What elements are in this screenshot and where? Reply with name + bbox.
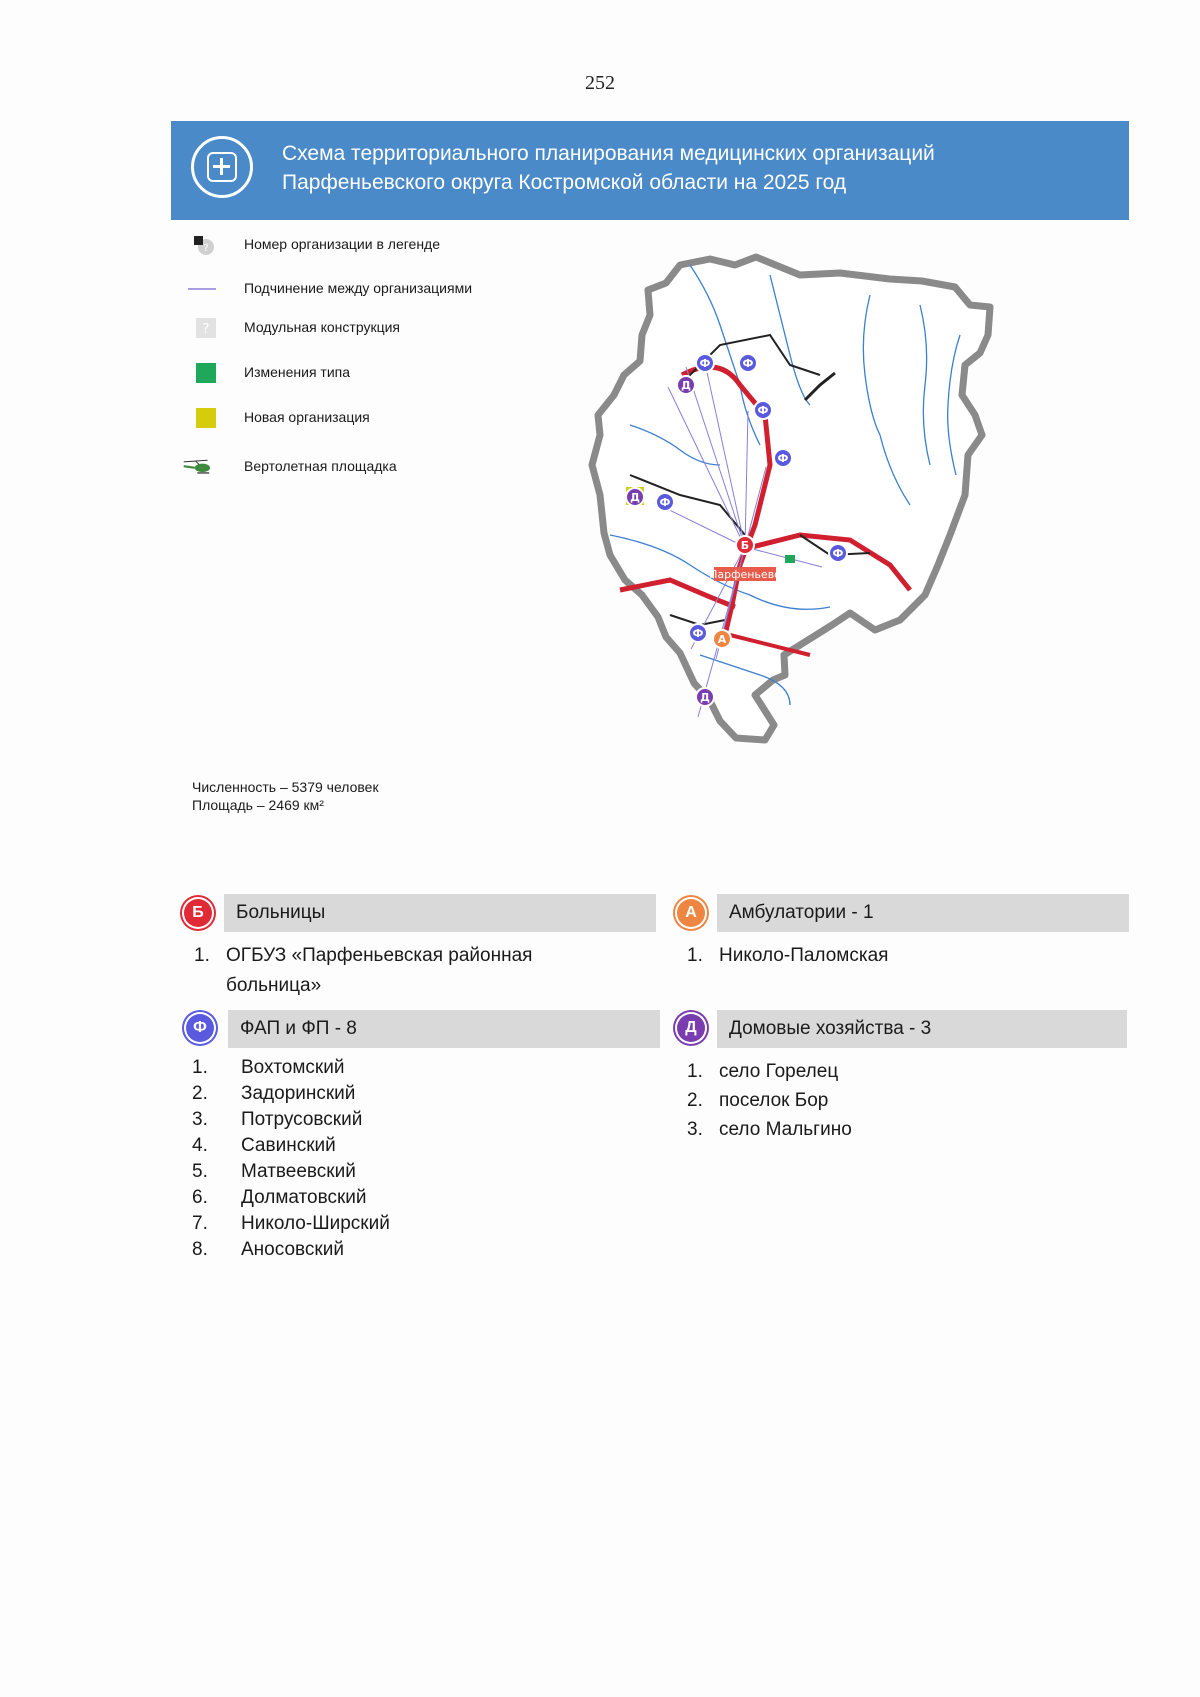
- svg-text:?: ?: [202, 322, 210, 337]
- list-item-number: 5.: [192, 1161, 208, 1182]
- district-border: [592, 257, 990, 740]
- list-item-number: 6.: [192, 1187, 208, 1208]
- legend-label: Новая организация: [244, 409, 370, 425]
- helicopter-icon: [182, 456, 216, 478]
- fap-title: ФАП и ФП - 8: [240, 1018, 357, 1039]
- list-item-text: Аносовский: [241, 1239, 344, 1260]
- legend-item-modular: [182, 315, 502, 339]
- new-organization-square-icon: [182, 407, 216, 429]
- fap-map-marker: [689, 624, 707, 642]
- svg-text:Ф: Ф: [777, 452, 789, 465]
- households-map-marker: [677, 376, 695, 394]
- ambulatories-title: Амбулатории - 1: [729, 902, 874, 923]
- page-number: 252: [585, 72, 615, 94]
- households-title: Домовые хозяйства - 3: [729, 1018, 932, 1039]
- subordination-line-icon: [182, 278, 216, 300]
- page-title: [282, 139, 935, 197]
- list-item: [192, 1185, 632, 1211]
- title-line-1: Схема территориального планирования медицинских организаций: [282, 142, 935, 165]
- legend-item-subordination: [182, 276, 502, 300]
- list-item-text: Вохтомский: [241, 1057, 345, 1078]
- list-item: [192, 1237, 632, 1263]
- svg-text:Ф: Ф: [757, 404, 769, 417]
- list-item: [687, 1086, 1107, 1115]
- number-marker-icon: [182, 234, 216, 256]
- households-map-marker: [626, 488, 644, 506]
- fap-map-marker: [754, 401, 772, 419]
- type-change-square-icon: [182, 362, 216, 384]
- list-item-number: 2.: [192, 1083, 208, 1104]
- svg-text:Ф: Ф: [692, 627, 704, 640]
- list-item: [192, 1081, 632, 1107]
- list-item: [687, 1057, 1107, 1086]
- fap-map-marker: [829, 544, 847, 562]
- fap-list: [192, 1055, 632, 1263]
- list-item-number: 1.: [687, 1061, 703, 1082]
- legend-item-new-org: [182, 405, 502, 429]
- area-text: Площадь – 2469 км²: [192, 797, 324, 813]
- list-item: [687, 1115, 1107, 1144]
- list-item-text: Савинский: [241, 1135, 336, 1156]
- list-item-number: 4.: [192, 1135, 208, 1156]
- household-badge-icon: Д: [677, 1014, 705, 1042]
- hospitals-list: [194, 941, 634, 1001]
- list-item: 1. Николо-Паломская: [687, 945, 889, 966]
- list-item-text: Задоринский: [241, 1083, 356, 1104]
- legend-label: Модульная конструкция: [244, 319, 400, 335]
- ambulatories-list: [687, 941, 1107, 971]
- list-item-number: 3.: [192, 1109, 208, 1130]
- district-stats: [192, 778, 379, 814]
- svg-text:Б: Б: [740, 539, 750, 552]
- list-item-number: 3.: [687, 1119, 703, 1140]
- fap-map-marker: [656, 493, 674, 511]
- legend-label: Подчинение между организациями: [244, 280, 473, 296]
- list-item: [192, 1159, 632, 1185]
- svg-text:?: ?: [203, 243, 209, 254]
- population-text: Численность – 5379 человек: [192, 779, 379, 795]
- households-list: [687, 1057, 1107, 1144]
- list-item-number: 8.: [192, 1239, 208, 1260]
- list-item-number: 7.: [192, 1213, 208, 1234]
- svg-text:Ф: Ф: [659, 496, 671, 509]
- list-item-text: поселок Бор: [719, 1090, 829, 1111]
- legend-label: Вертолетная площадка: [244, 458, 397, 474]
- list-item: [192, 1211, 632, 1237]
- town-label: Парфеньево: [709, 568, 781, 581]
- svg-text:Д: Д: [630, 491, 640, 504]
- svg-text:Д: Д: [700, 691, 710, 704]
- ambulatory-badge-icon: А: [677, 899, 705, 927]
- list-item: [192, 1055, 632, 1081]
- list-item-text: Потрусовский: [241, 1109, 363, 1130]
- legend-item-number: [182, 232, 502, 256]
- title-line-2: Парфеньевского округа Костромской области на 2025 год: [282, 171, 847, 194]
- modular-construction-icon: [182, 317, 216, 339]
- list-item: [192, 1107, 632, 1133]
- ambulatories-map-marker: [713, 630, 731, 648]
- fap-map-marker: [739, 354, 757, 372]
- ambulatories-header: [717, 894, 1129, 932]
- list-item: [192, 1133, 632, 1159]
- hospitals-map-marker: [736, 536, 754, 554]
- list-item-number: 2.: [687, 1090, 703, 1111]
- svg-text:А: А: [717, 633, 727, 646]
- legend-label: Номер организации в легенде: [244, 236, 440, 252]
- svg-text:Ф: Ф: [699, 357, 711, 370]
- svg-text:Ф: Ф: [832, 547, 844, 560]
- list-item-text: Матвеевский: [241, 1161, 356, 1182]
- fap-header: [228, 1010, 660, 1048]
- fap-badge-icon: Ф: [186, 1014, 214, 1042]
- legend-label: Изменения типа: [244, 364, 351, 380]
- hospital-badge-icon: Б: [184, 899, 212, 927]
- medical-cross-icon: [191, 136, 253, 198]
- hospitals-title: Больницы: [236, 902, 326, 923]
- svg-text:Ф: Ф: [742, 357, 754, 370]
- type-change-marker: [785, 555, 795, 563]
- fap-map-marker: [774, 449, 792, 467]
- hospitals-header: [224, 894, 656, 932]
- legend-item-helipad: [182, 454, 502, 478]
- district-map: [570, 235, 1010, 805]
- list-item-number: 1.: [192, 1057, 208, 1078]
- households-header: [717, 1010, 1127, 1048]
- households-map-marker: [696, 688, 714, 706]
- list-item-text: село Мальгино: [719, 1119, 852, 1140]
- list-item-text: Николо-Ширский: [241, 1213, 390, 1234]
- list-item: 1. ОГБУЗ «Парфеньевская районная больница»: [194, 945, 533, 996]
- title-banner: [171, 121, 1129, 220]
- svg-text:Д: Д: [681, 379, 691, 392]
- legend-item-type-change: [182, 360, 502, 384]
- list-item-text: Долматовский: [241, 1187, 367, 1208]
- list-item-text: село Горелец: [719, 1061, 839, 1082]
- fap-map-marker: [696, 354, 714, 372]
